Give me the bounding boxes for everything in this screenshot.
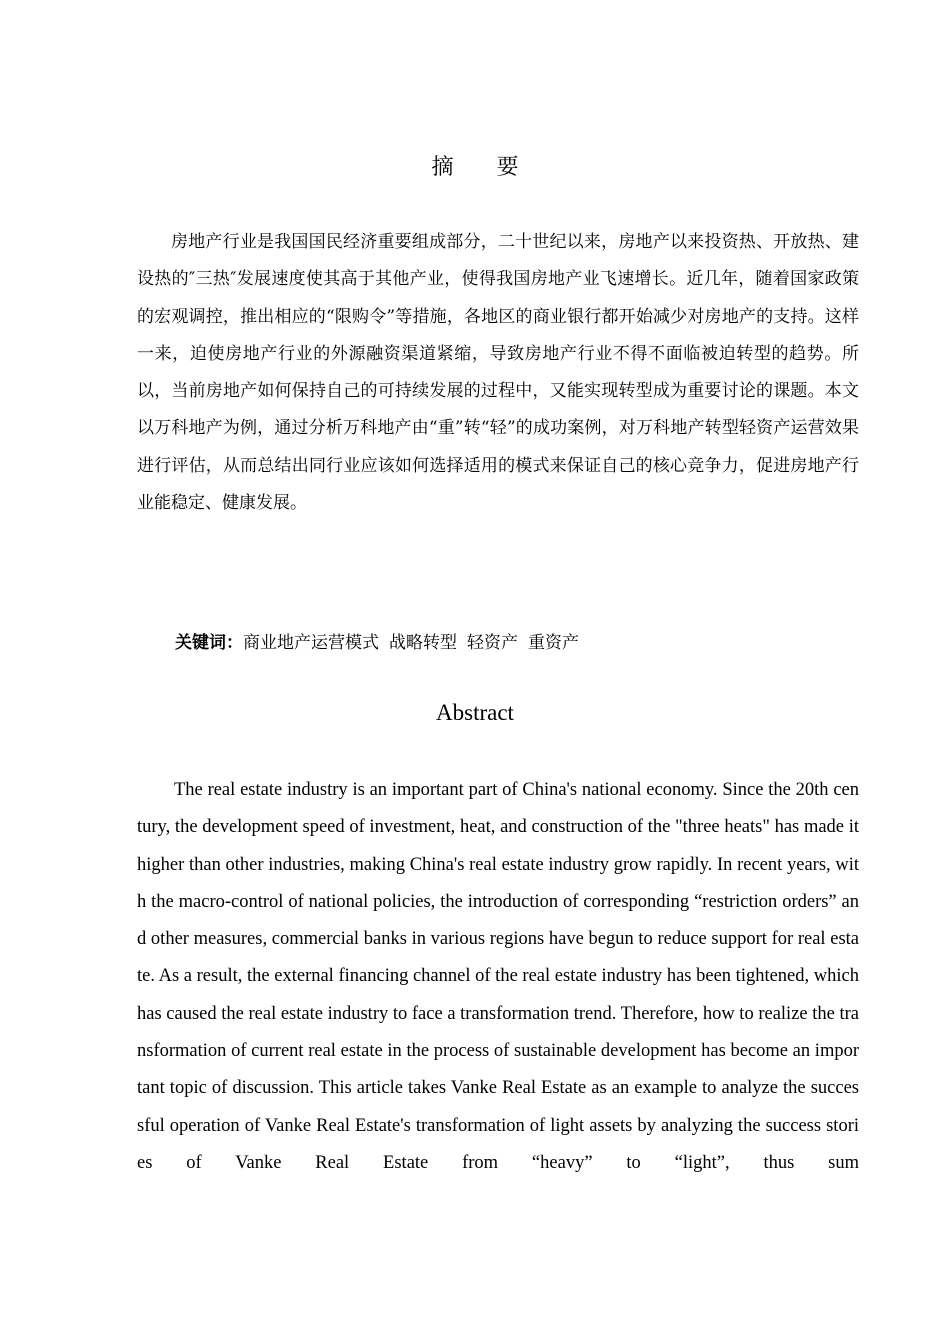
- chinese-abstract-title: 摘 要: [431, 155, 537, 180]
- keywords-label: 关键词：: [175, 633, 243, 653]
- english-abstract-title: Abstract: [436, 700, 514, 725]
- keyword-item: 商业地产运营模式: [243, 633, 379, 653]
- keywords-line: [175, 628, 859, 658]
- keyword-item: 重资产: [528, 633, 579, 653]
- chinese-abstract-body: 房地产行业是我国国民经济重要组成部分，二十世纪以来，房地产以来投资热、开放热、建设热的″三热″发展速度使其高于其他产业，使得我国房地产业飞速增长。近几年，随着国家政策的宏观调控，推出相应的“限购令”等措施，各地区的商业银行都开始减少对房地产的支持。这样一来，迫使房地产行业的外源融资渠道紧缩，导致房地产行业不得不面临被迫转型的趋势。所以，当前房地产如何保持自己的可持续发展的过程中，又能实现转型成为重要讨论的课题。本文以万科地产为例，通过分析万科地产由“重”转“轻”的成功案例，对万科地产转型轻资产运营效果进行评估，从而总结出同行业应该如何选择适用的模式来保证自己的核心竞争力，促进房地产行业能稳定、健康发展。: [137, 232, 859, 514]
- keyword-item: 战略转型: [389, 633, 457, 653]
- keyword-item: 轻资产: [467, 633, 518, 653]
- english-abstract-body: The real estate industry is an important part of China's national economy. Since the 20th century, the development speed of investment, heat, and construction of the "three heats" has made it higher than other industries, making China's real estate industry grow rapidly. In recent years, with the macro-control of national policies, the introduction of corresponding “restriction orders” and other measures, commercial banks in various regions have begun to reduce support for real estate. As a result, the external financing channel of the real estate industry has been tightened, which has caused the real estate industry to face a transformation trend. Therefore, how to realize the transformation of current real estate in the process of sustainable development has become an important topic of discussion. This article takes Vanke Real Estate as an example to analyze the successful operation of Vanke Real Estate's transformation of light assets by analyzing the success stories of Vanke Real Estate from “heavy” to “light”, thus sum: [137, 780, 859, 1173]
